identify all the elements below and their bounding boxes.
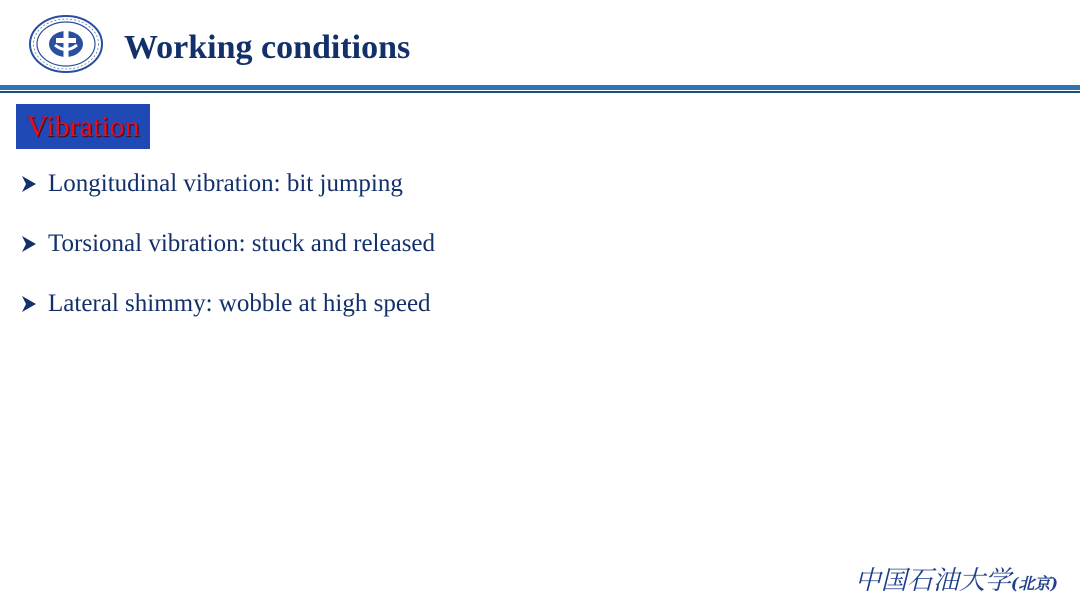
bullet-item <box>20 226 435 262</box>
footer-university-name <box>855 560 1058 597</box>
arrow-bullet-icon <box>20 174 38 194</box>
bullet-text: Lateral shimmy: wobble at high speed <box>48 290 431 317</box>
arrow-bullet-icon <box>20 294 38 314</box>
university-seal-icon <box>28 14 104 74</box>
header-divider <box>0 85 1080 90</box>
section-label: Vibration <box>16 104 150 149</box>
arrow-bullet-icon <box>20 234 38 254</box>
bullet-text: Torsional vibration: stuck and released <box>48 230 436 257</box>
page-title: Working conditions <box>124 29 411 66</box>
bullet-list <box>20 166 435 346</box>
bullet-item <box>20 166 435 202</box>
footer-brand-main: 中国石油大学 <box>854 566 1011 596</box>
bullet-item <box>20 286 435 322</box>
bullet-text: Longitudinal vibration: bit jumping <box>48 170 403 197</box>
footer-brand-sub: (北京) <box>1010 574 1058 593</box>
header-divider-thin <box>0 91 1080 93</box>
